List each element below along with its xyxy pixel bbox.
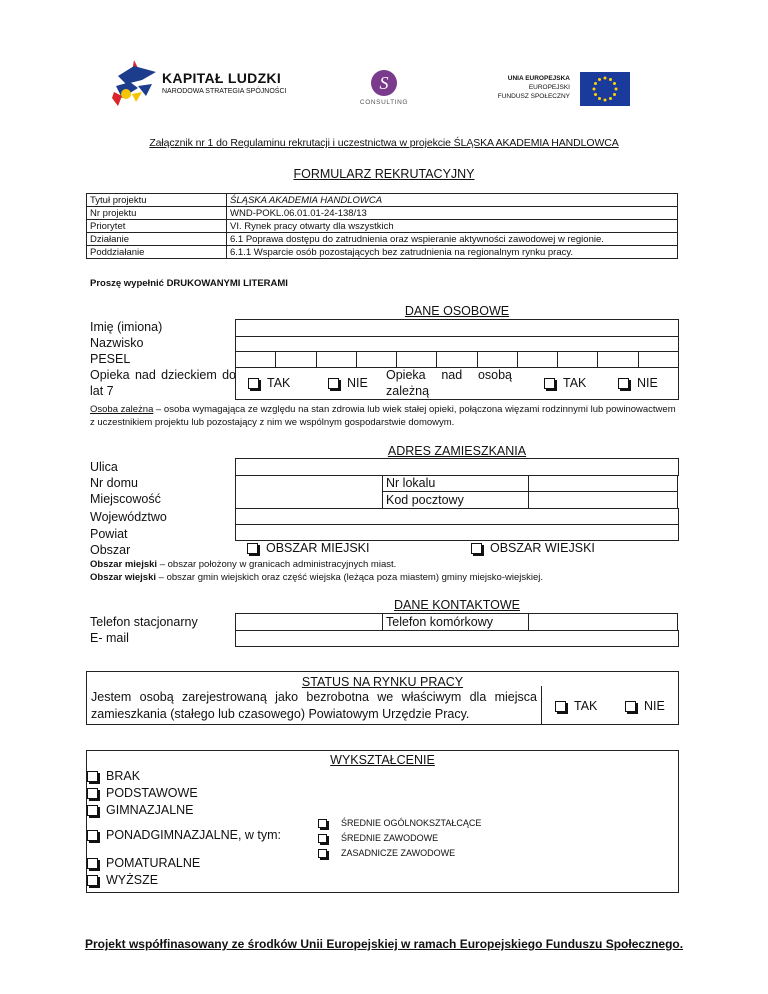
province-label: Województwo [90, 510, 167, 524]
area-label: Obszar [90, 543, 131, 557]
checkbox-icon [248, 378, 259, 389]
education-option[interactable] [318, 846, 481, 861]
childcare-label: Opieka nad dzieckiem do lat 7 [90, 368, 236, 398]
checkbox-icon [318, 849, 327, 858]
project-info-table [86, 193, 678, 259]
urban-option[interactable] [247, 541, 370, 555]
project-info-value: 6.1.1 Wsparcie osób pozostających bez zatrudnienia na regionalnym rynku pracy. [227, 246, 678, 259]
education-option-label: ZASADNICZE ZAWODOWE [341, 848, 456, 858]
project-info-value: ŚLĄSKA AKADEMIA HANDLOWCA [227, 194, 678, 207]
labor-tak[interactable] [555, 699, 597, 713]
pesel-label: PESEL [90, 352, 131, 366]
eu-text [498, 74, 570, 101]
education-option-label: WYŻSZE [106, 873, 159, 887]
education-option-label: PODSTAWOWE [106, 786, 198, 800]
checkbox-icon [87, 858, 98, 869]
instruction-prefix: Proszę wypełnić [90, 278, 167, 289]
project-info-value: 6.1 Poprawa dostępu do zatrudnienia oraz wspieranie aktywności zawodowej w regionie. [227, 233, 678, 246]
labor-status-header: STATUS NA RYNKU PRACY [301, 675, 464, 689]
city-label: Miejscowość [90, 492, 161, 506]
education-option-label: ŚREDNIE ZAWODOWE [341, 833, 439, 843]
checkbox-icon [318, 834, 327, 843]
county-label: Powiat [90, 527, 128, 541]
apt-no-label: Nr lokalu [382, 475, 528, 492]
pesel-digit-cell[interactable] [316, 352, 356, 367]
childcare-tak[interactable] [248, 376, 290, 390]
education-bottom-list [87, 855, 200, 889]
attachment-note: Załącznik nr 1 do Regulaminu rekrutacji i uczestnictwa w projekcie ŚLĄSKA AKADEMIA HANDLOWCA [149, 137, 619, 149]
house-no-label: Nr domu [90, 476, 138, 490]
project-info-row [87, 220, 678, 233]
education-option[interactable] [87, 785, 198, 802]
dependent-note [90, 403, 680, 429]
pesel-digit-cell[interactable] [597, 352, 637, 367]
apt-no-field[interactable] [529, 475, 678, 492]
consulting-emblem-icon [371, 70, 397, 96]
childcare-tak-label: TAK [267, 376, 291, 390]
pesel-field[interactable] [235, 352, 679, 368]
education-option[interactable] [318, 816, 481, 831]
personal-data-header: DANE OSOBOWE [404, 304, 510, 318]
eu-flag-icon [580, 72, 630, 106]
dependent-nie-label: NIE [637, 376, 658, 390]
education-sub-list [318, 816, 481, 861]
email-label: E- mail [90, 631, 129, 645]
kapital-ludzki-emblem-icon [112, 58, 158, 108]
project-info-label: Działanie [87, 233, 227, 246]
province-field[interactable] [235, 508, 679, 525]
postal-label: Kod pocztowy [386, 493, 464, 507]
pesel-digit-cell[interactable] [517, 352, 557, 367]
project-info-row [87, 233, 678, 246]
form-title: FORMULARZ REKRUTACYJNY [293, 167, 475, 181]
project-info-label: Tytuł projektu [87, 194, 227, 207]
labor-nie[interactable] [625, 699, 665, 713]
kapital-ludzki-logo [112, 58, 312, 108]
education-option[interactable] [318, 831, 481, 846]
dependent-note-term: Osoba zależna [90, 404, 154, 415]
landline-field[interactable] [235, 613, 383, 631]
checkbox-icon [87, 875, 98, 886]
checkbox-icon [87, 788, 98, 799]
labor-tak-label: TAK [574, 699, 598, 713]
education-option[interactable] [87, 872, 200, 889]
mobile-field[interactable] [529, 613, 678, 631]
county-field[interactable] [235, 525, 679, 541]
postal-field[interactable] [529, 492, 678, 509]
pesel-digit-cell[interactable] [436, 352, 476, 367]
childcare-nie-label: NIE [347, 376, 368, 390]
area-notes [90, 558, 680, 584]
urban-label: OBSZAR MIEJSKI [266, 541, 370, 555]
checkbox-icon [618, 378, 629, 389]
care-row [235, 367, 679, 400]
footer-cofinancing: Projekt współfinasowany ze środków Unii Europejskiej w ramach Europejskiego Funduszu Społecznego. [84, 937, 684, 951]
pesel-digit-cell[interactable] [557, 352, 597, 367]
mobile-label: Telefon komórkowy [382, 613, 529, 631]
post-gym-label: PONADGIMNAZJALNE, w tym: [106, 828, 282, 842]
project-info-value: WND-POKL.06.01.01-24-138/13 [227, 207, 678, 220]
checkbox-icon [555, 701, 566, 712]
area-row [235, 541, 677, 557]
education-option-label: ŚREDNIE OGÓLNOKSZTAŁCĄCE [341, 818, 482, 828]
address-header: ADRES ZAMIESZKANIA [387, 444, 527, 458]
checkbox-icon [87, 805, 98, 816]
contact-labels [90, 614, 236, 646]
kapital-ludzki-title: KAPITAŁ LUDZKI [162, 70, 282, 86]
landline-label: Telefon stacjonarny [90, 615, 198, 629]
project-info-row [87, 194, 678, 207]
instruction [90, 278, 288, 289]
urban-term: Obszar miejski [90, 559, 158, 570]
street-field[interactable] [235, 458, 679, 476]
checkbox-icon [247, 543, 258, 554]
rural-term: Obszar wiejski [90, 572, 157, 583]
education-header: WYKSZTAŁCENIE [330, 753, 435, 767]
address-labels [90, 459, 236, 558]
checkbox-icon [471, 543, 482, 554]
pesel-digit-cell[interactable] [236, 352, 275, 367]
labor-status-box [86, 671, 679, 725]
checkbox-icon [87, 830, 98, 841]
eu-line1: UNIA EUROPEJSKA [507, 75, 570, 82]
childcare-nie[interactable] [328, 376, 368, 390]
eu-logo [492, 72, 632, 108]
pesel-digit-cell[interactable] [477, 352, 517, 367]
rural-label: OBSZAR WIEJSKI [490, 541, 595, 555]
checkbox-icon [318, 819, 327, 828]
checkbox-icon [328, 378, 339, 389]
dependent-tak-label: TAK [563, 376, 587, 390]
eu-line2: EUROPEJSKI [528, 84, 570, 91]
street-label: Ulica [90, 460, 118, 474]
contact-header: DANE KONTAKTOWE [394, 598, 520, 612]
pesel-digit-cell[interactable] [356, 352, 396, 367]
labor-divider [541, 686, 542, 724]
project-info-label: Priorytet [87, 220, 227, 233]
checkbox-icon [544, 378, 555, 389]
education-option-label: BRAK [106, 769, 141, 783]
education-option-label: POMATURALNE [106, 856, 201, 870]
checkbox-icon [625, 701, 636, 712]
education-option[interactable] [87, 855, 200, 872]
education-box [86, 750, 679, 893]
house-no-field[interactable] [235, 475, 383, 509]
dependent-care-label: Opieka nad osobą zależną [386, 368, 512, 398]
first-name-field[interactable] [235, 319, 679, 337]
project-info-row [87, 207, 678, 220]
pesel-digit-cell[interactable] [275, 352, 315, 367]
labor-statement: Jestem osobą zarejestrowaną jako bezrobotna we właściwym dla miejsca zamieszkania (stałego lub czasowego) Powiatowym Urzędzie Pracy. [91, 690, 537, 721]
education-option-label: GIMNAZJALNE [106, 803, 194, 817]
first-name-label: Imię (imiona) [90, 320, 163, 334]
rural-option[interactable] [471, 541, 595, 555]
education-option[interactable] [87, 768, 198, 785]
pesel-digit-cell[interactable] [396, 352, 436, 367]
dependent-note-text: – osoba wymagająca ze względu na stan zdrowia lub wiek stałej opieki, połączona więzami rodzinnymi lub powinowactwem z uczestnikiem projektu lub pozostający z nim we wspólnym gospodarstwie domowym. [90, 404, 676, 428]
education-top-list [87, 768, 198, 819]
personal-labels [90, 319, 236, 399]
post-gym-option[interactable] [87, 828, 281, 842]
dependent-nie[interactable] [618, 376, 658, 390]
email-field[interactable] [235, 630, 679, 647]
project-info-row [87, 246, 678, 259]
consulting-logo [354, 70, 414, 110]
consulting-emblem-letter: S [379, 73, 389, 93]
surname-field[interactable] [235, 336, 679, 352]
education-option[interactable] [87, 802, 198, 819]
consulting-label: CONSULTING [359, 99, 409, 106]
dependent-tak[interactable] [544, 376, 586, 390]
instruction-emphasis: DRUKOWANYMI LITERAMI [166, 278, 288, 289]
project-info-value: VI. Rynek pracy otwarty dla wszystkich [227, 220, 678, 233]
surname-label: Nazwisko [90, 336, 144, 350]
checkbox-icon [87, 771, 98, 782]
rural-note: – obszar gmin wiejskich oraz część wiejska (leżąca poza miastem) gminy miejsko-wiejskiej. [156, 572, 543, 583]
eu-line3: FUNDUSZ SPOŁECZNY [497, 93, 570, 100]
kapital-ludzki-subtitle: NARODOWA STRATEGIA SPÓJNOŚCI [162, 88, 287, 95]
urban-note: – obszar położony w granicach administracyjnych miast. [157, 559, 397, 570]
project-info-label: Poddziałanie [87, 246, 227, 259]
labor-nie-label: NIE [644, 699, 665, 713]
project-info-label: Nr projektu [87, 207, 227, 220]
pesel-digit-cell[interactable] [638, 352, 678, 367]
apt-postal-labels [382, 475, 529, 509]
